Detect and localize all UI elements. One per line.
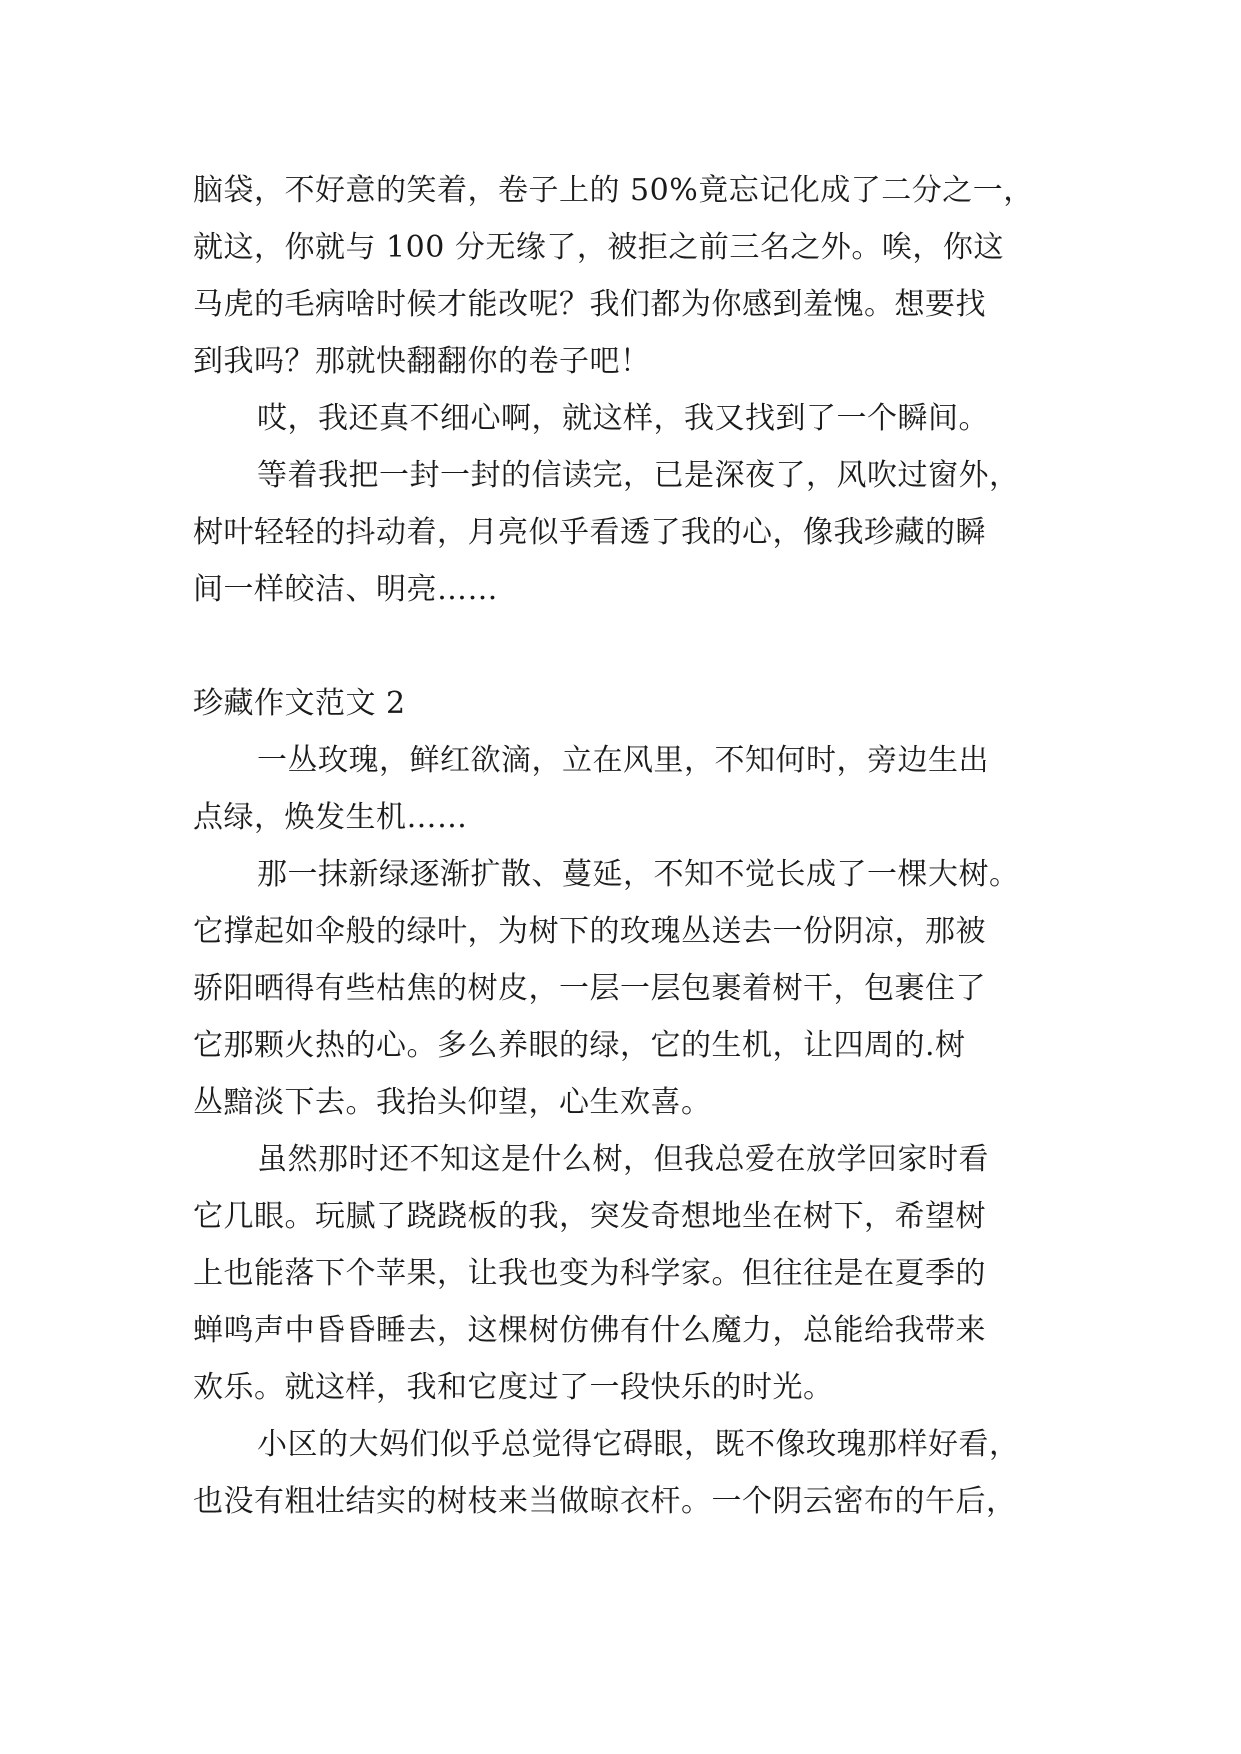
document-body [193,162,1053,1530]
text-line: 虽然那时还不知这是什么树，但我总爱在放学回家时看 [257,1142,989,1177]
text-line: 马虎的毛病啥时候才能改呢？我们都为你感到羞愧。想要找 [193,287,986,322]
paragraph [193,732,1053,846]
text-line: 上也能落下个苹果，让我也变为科学家。但往往是在夏季的 [193,1256,986,1291]
text-line: 到我吗？那就快翻翻你的卷子吧！ [193,344,651,379]
text-line: 丛黯淡下去。我抬头仰望，心生欢喜。 [193,1085,712,1120]
text-line: 蝉鸣声中昏昏睡去，这棵树仿佛有什么魔力，总能给我带来 [193,1313,986,1348]
text-line: 脑袋，不好意的笑着，卷子上的 50%竟忘记化成了二分之一， [193,173,1034,208]
text-line: 它撑起如伞般的绿叶，为树下的玫瑰丛送去一份阴凉，那被 [193,914,986,949]
text-line: 欢乐。就这样，我和它度过了一段快乐的时光。 [193,1370,834,1405]
text-line: 点绿，焕发生机…… [193,800,468,835]
text-line: 那一抹新绿逐渐扩散、蔓延，不知不觉长成了一棵大树。 [257,857,1020,892]
text-line: 等着我把一封一封的信读完，已是深夜了，风吹过窗外， [257,458,1020,493]
text-line: 哎，我还真不细心啊，就这样，我又找到了一个瞬间。 [257,401,989,436]
text-line: 间一样皎洁、明亮…… [193,572,498,607]
text-line: 它几眼。玩腻了跷跷板的我，突发奇想地坐在树下，希望树 [193,1199,986,1234]
paragraph [193,846,1053,1131]
text-line: 小区的大妈们似乎总觉得它碍眼，既不像玫瑰那样好看， [257,1427,1020,1462]
section-heading: 珍藏作文范文 2 [193,686,406,721]
paragraph [193,1416,1053,1530]
text-line: 也没有粗壮结实的树枝来当做晾衣杆。一个阴云密布的午后， [193,1484,1017,1519]
text-line: 它那颗火热的心。多么养眼的绿，它的生机，让四周的.树 [193,1028,966,1063]
blank-line [193,618,1053,675]
paragraph [193,447,1053,618]
text-line: 一丛玫瑰，鲜红欲滴，立在风里，不知何时，旁边生出 [257,743,989,778]
text-line: 骄阳晒得有些枯焦的树皮，一层一层包裹着树干，包裹住了 [193,971,986,1006]
paragraph [193,1131,1053,1416]
text-line: 就这，你就与 100 分无缘了，被拒之前三名之外。唉，你这 [193,230,1004,265]
text-line: 树叶轻轻的抖动着，月亮似乎看透了我的心，像我珍藏的瞬 [193,515,986,550]
paragraph [193,162,1053,390]
paragraph [193,390,1053,447]
